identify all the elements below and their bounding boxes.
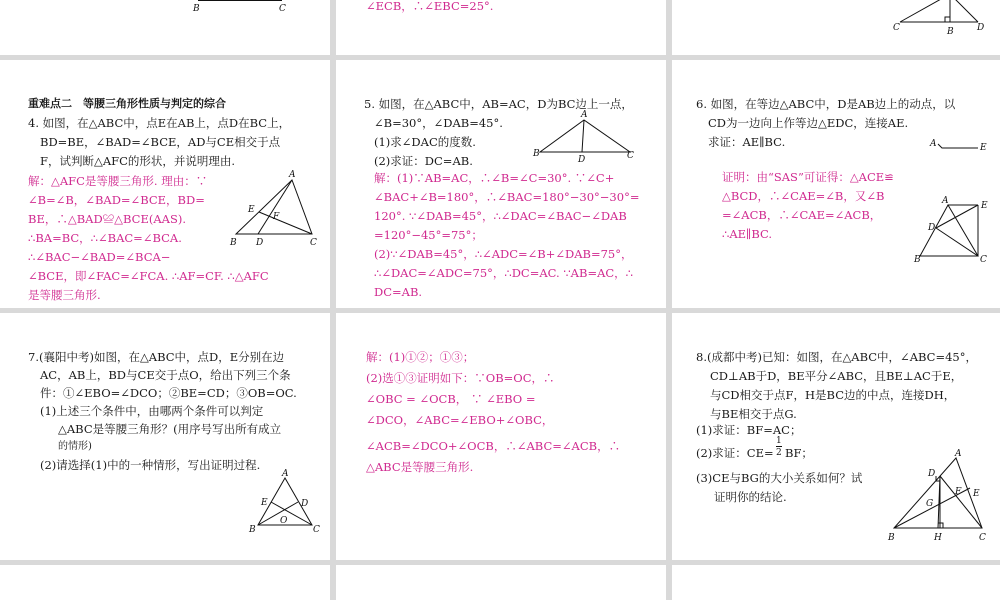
label-a: A: [930, 139, 937, 149]
card-top-middle: [336, 0, 666, 55]
card-problem-6: [672, 60, 1000, 308]
question-line: AC，AB上，BD与CE交于点O，给出下列三个条: [40, 368, 291, 382]
answer-line: ∴AE∥BC.: [722, 227, 773, 241]
card-bottom-right: [672, 565, 1000, 600]
answer-line: (2)选①③证明如下：∵OB=OC，∴: [366, 371, 555, 385]
question-line: F，试判断△AFC的形状，并说明理由.: [40, 154, 236, 168]
answer-line: △ABC是等腰三角形.: [366, 460, 474, 474]
label-c: C: [627, 151, 634, 161]
label-b: B: [914, 255, 921, 265]
answer-line: 解：(1)∵AB=AC，∴∠B=∠C=30°. ∵∠C+: [374, 171, 615, 185]
question-line: 的情形): [58, 441, 92, 452]
question-line: BD=BE，∠BAD=∠BCE，AD与CE相交于点: [40, 135, 281, 149]
answer-line: (2)∵∠DAB=45°，∴∠ADC=∠B+∠DAB=75°，: [374, 247, 633, 261]
card-top-left: [0, 0, 330, 55]
answer-line: =120°−45°=75°；: [374, 228, 483, 242]
label-e: E: [980, 143, 987, 153]
answer-line: ∠BCE，即∠FAC=∠FCA. ∴AF=CF. ∴△AFC: [28, 269, 269, 283]
answer-line: 解：△AFC是等腰三角形. 理由：∵: [28, 174, 208, 188]
label-o: O: [280, 516, 288, 526]
answer-line: ∠DCO，∠ABC=∠EBO+∠OBC，: [366, 413, 554, 427]
label-h: H: [934, 533, 942, 543]
question-line: (3)CE与BG的大小关系如何？试: [696, 471, 863, 485]
answer-line: ∠ACB=∠DCO+∠OCB，∴∠ABC=∠ACB，∴: [366, 439, 621, 453]
label-f: F: [273, 212, 280, 222]
answer-line: 120°. ∵∠DAB=45°，∴∠DAC=∠BAC−∠DAB: [374, 209, 627, 223]
card-bottom-left: [0, 565, 330, 600]
card-answer-7: [336, 313, 666, 560]
question-line: 5. 如图，在△ABC中，AB=AC，D为BC边上一点，: [364, 97, 633, 111]
question-line: 7.(襄阳中考)如图，在△ABC中，点D，E分别在边: [28, 350, 285, 364]
question-line: (1)求证：BF=AC；: [696, 423, 802, 437]
label-d: D: [928, 223, 936, 233]
label-e: E: [981, 201, 988, 211]
label-a: A: [282, 469, 289, 479]
card-problem-4: [0, 60, 330, 308]
figure-problem-4: [0, 60, 330, 308]
answer-line: ∴∠BAC−∠BAD=∠BCA−: [28, 250, 171, 264]
question-line: ∠B=30°，∠DAB=45°.: [374, 116, 503, 130]
answer-line: △BCD，∴∠CAE=∠B，又∠B: [722, 189, 885, 203]
figure-top-left: [0, 0, 330, 55]
question-line: (2)请选择(1)中的一种情形，写出证明过程.: [40, 458, 261, 472]
figure-problem-5: [336, 60, 666, 308]
answer-line: ∠BAC+∠B=180°，∴∠BAC=180°−30°−30°=: [374, 190, 640, 204]
question-line: CD为一边向上作等边△EDC，连接AE.: [708, 116, 909, 130]
answer-line: 是等腰三角形.: [28, 288, 101, 302]
question-line: CD⊥AB于D，BE平分∠ABC，且BE⊥AC于E，: [710, 369, 963, 383]
question-line: 求证：AE∥BC.: [708, 135, 786, 149]
label-a: A: [942, 196, 949, 206]
question-line: 8.(成都中考)已知：如图，在△ABC中，∠ABC=45°，: [696, 350, 977, 364]
label-d: D: [977, 23, 985, 33]
label-c: C: [313, 525, 320, 535]
answer-line: ∴∠DAC=∠ADC=75°，∴DC=AC. ∵AB=AC，∴: [374, 266, 633, 280]
label-b: B: [193, 4, 200, 14]
label-d: D: [256, 238, 264, 248]
label-d: D: [578, 155, 586, 165]
label-e: E: [248, 205, 255, 215]
question-line: 证明你的结论.: [714, 490, 787, 504]
answer-line: 解：(1)①②；①③；: [366, 350, 475, 364]
figure-top-right: [672, 0, 1000, 55]
answer-line: ∠B=∠B，∠BAD=∠BCE，BD=: [28, 193, 205, 207]
figure-problem-8: [672, 313, 1000, 560]
answer-line: DC=AB.: [374, 285, 423, 299]
figure-problem-7: [0, 313, 330, 560]
label-b: B: [230, 238, 237, 248]
question-line: 与CD相交于点F，H是BC边的中点，连接DH，: [710, 388, 956, 402]
answer-line: ∠ECB，∴∠EBC=25°.: [366, 0, 494, 13]
answer-line: =∠ACB，∴∠CAE=∠ACB，: [722, 208, 882, 222]
card-problem-7: [0, 313, 330, 560]
question-line: 与BE相交于点G.: [710, 407, 797, 421]
answer-line: ∴BA=BC，∴∠BAC=∠BCA.: [28, 231, 182, 245]
label-b: B: [533, 149, 540, 159]
question-line: (2)求证：DC=AB.: [374, 154, 473, 168]
label-e: E: [261, 498, 268, 508]
question-line: 件：①∠EBO=∠DCO；②BE=CD；③OB=OC.: [40, 386, 297, 400]
card-bottom-middle: [336, 565, 666, 600]
label-g: G: [926, 499, 934, 509]
label-c: C: [310, 238, 317, 248]
label-a: A: [289, 170, 296, 180]
label-c: C: [279, 4, 286, 14]
answer-line: BE，∴△BAD≌△BCE(AAS).: [28, 212, 186, 226]
question-line: (1)上述三个条件中，由哪两个条件可以判定: [40, 404, 264, 418]
label-a: A: [581, 110, 588, 120]
label-d: D: [301, 499, 309, 509]
label-e: E: [973, 489, 980, 499]
label-b: B: [249, 525, 256, 535]
section-heading: 重难点二 等腰三角形性质与判定的综合: [28, 97, 226, 110]
label-c: C: [980, 255, 987, 265]
question-line: △ABC是等腰三角形？(用序号写出所有成立: [58, 422, 282, 436]
answer-line: ∠OBC = ∠OCB， ∵ ∠EBO =: [366, 392, 536, 406]
fraction-denominator: 2: [776, 448, 782, 458]
question-line: (2)求证：CE=: [696, 446, 774, 460]
answer-line: 证明：由“SAS”可证得：△ACE≌: [722, 170, 894, 184]
question-line: 4. 如图，在△ABC中，点E在AB上，点D在BC上，: [28, 116, 291, 130]
question-line: BF；: [785, 446, 813, 460]
card-problem-8: [672, 313, 1000, 560]
question-line: 6. 如图，在等边△ABC中，D是AB边上的动点，以: [696, 97, 956, 111]
label-d: D: [928, 469, 936, 479]
figure-problem-6: [672, 60, 1000, 308]
label-c: C: [893, 23, 900, 33]
label-b: B: [947, 27, 954, 37]
label-b: B: [888, 533, 895, 543]
label-c: C: [979, 533, 986, 543]
question-line: (1)求∠DAC的度数.: [374, 135, 476, 149]
card-top-right: [672, 0, 1000, 55]
card-problem-5: [336, 60, 666, 308]
label-f: F: [955, 487, 962, 497]
fraction-numerator: 1: [776, 436, 782, 446]
label-a: A: [955, 449, 962, 459]
